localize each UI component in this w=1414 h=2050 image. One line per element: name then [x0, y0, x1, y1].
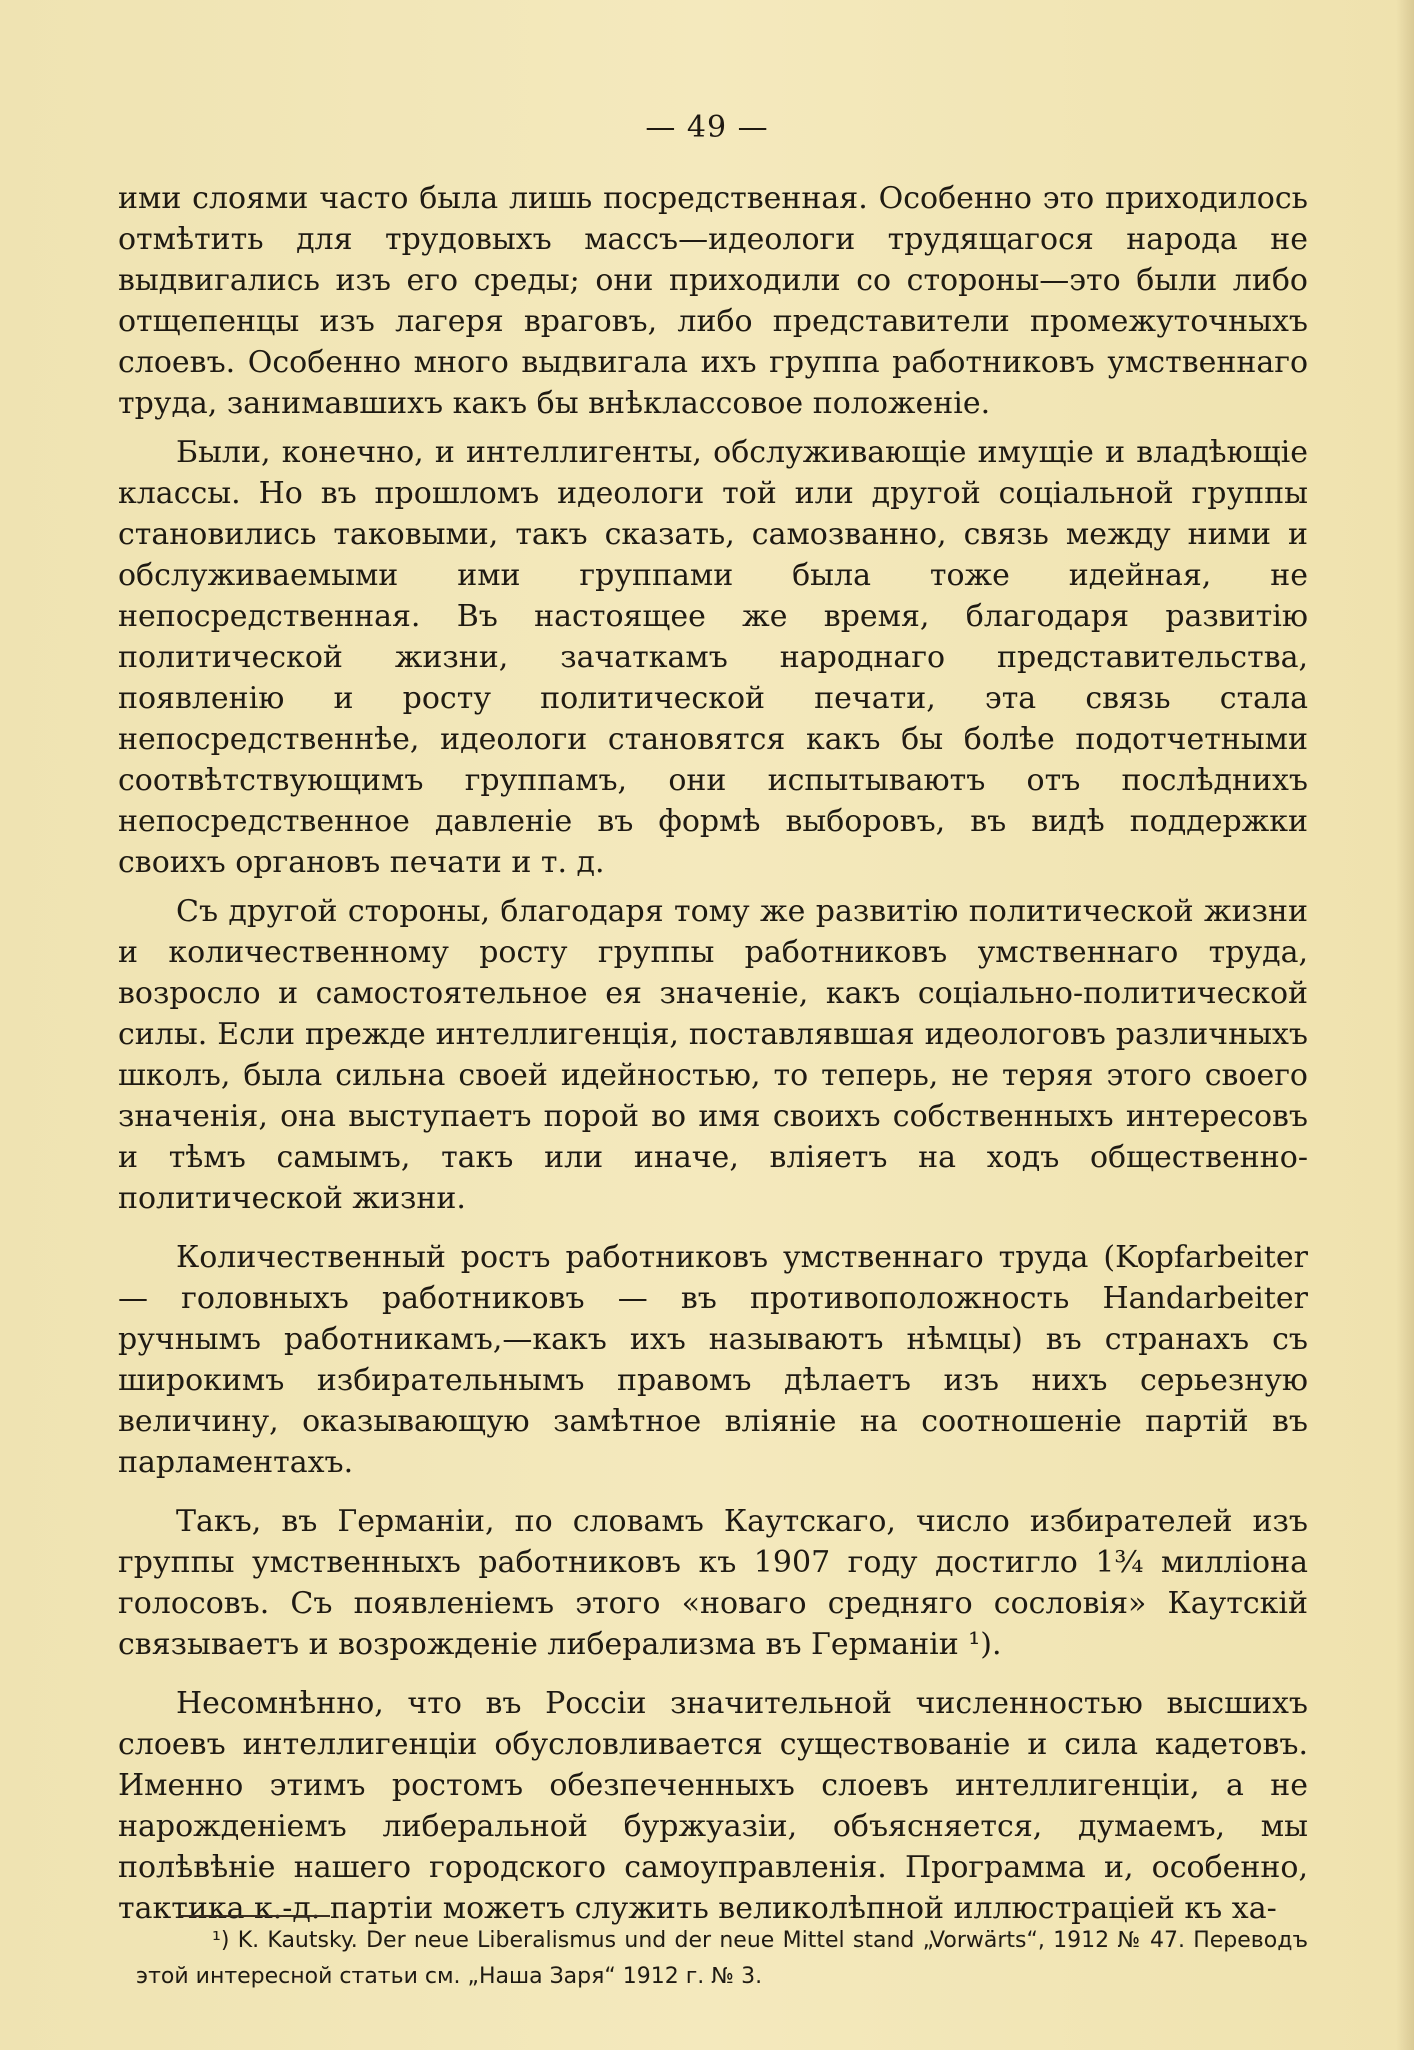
page-number: — 49 — — [645, 110, 769, 145]
page-edge-shadow — [1396, 0, 1414, 2050]
footnote-divider — [180, 1915, 330, 1917]
footnote: ¹) K. Kautsky. Der neue Liberalismus und der neue Mittel stand „Vorwärts“, 1912 № 47. Переводъ этой интересной статьи см. „Наша Заря“ 1912 г. № 3. — [136, 1928, 1308, 1989]
paragraph-6: Несомнѣнно, что въ Россіи значительной численностью высшихъ слоевъ интеллигенціи обусловливается существованіе и сила кадетовъ. Именно этимъ ростомъ обезпеченныхъ слоевъ интеллигенціи, а не нарожденіемъ либеральной буржуазіи, объясняется, думаемъ, мы полѣвѣніе нашего городского самоуправленія. Программа и, особенно, тактика к.-д. партіи можетъ служить великолѣпной иллюстраціей къ ха- — [118, 1686, 1308, 1926]
paragraph-3: Съ другой стороны, благодаря тому же развитію политической жизни и количественному росту группы работниковъ умственнаго труда, возросло и самостоятельное ея значеніе, какъ соціально-политической силы. Если прежде интеллигенція, поставлявшая идеологовъ различныхъ школъ, была сильна своей идейностью, то теперь, не теряя этого своего значенія, она выступаетъ порой во имя своихъ собственныхъ интересовъ и тѣмъ самымъ, такъ или иначе, вліяетъ на ходъ общественно-политической жизни. — [118, 894, 1308, 1216]
paragraph-5: Такъ, въ Германіи, по словамъ Каутскаго, число избирателей изъ группы умственныхъ работниковъ къ 1907 году достигло 1¾ милліона голосовъ. Съ появленіемъ этого «новаго средняго сословія» Каутскій связываетъ и возрожденіе либерализма въ Германіи ¹). — [118, 1504, 1308, 1662]
paragraph-1: ими слоями часто была лишь посредственная. Особенно это приходилось отмѣтить для трудовыхъ массъ—идеологи трудящагося народа не выдвигались изъ его среды; они приходили со стороны—это были либо отщепенцы изъ лагеря враговъ, либо представители промежуточныхъ слоевъ. Особенно много выдвигала ихъ группа работниковъ умственнаго труда, занимавшихъ какъ бы внѣклассовое положеніе. — [118, 181, 1308, 421]
paragraph-4: Количественный ростъ работниковъ умственнаго труда (Kopfarbeiter — головныхъ работниковъ — въ противоположность Handarbeiter ручнымъ работникамъ,—какъ ихъ называютъ нѣмцы) въ странахъ съ широкимъ избирательнымъ правомъ дѣлаетъ изъ нихъ серьезную величину, оказывающую замѣтное вліяніе на соотношеніе партій въ парламентахъ. — [118, 1240, 1308, 1480]
paragraph-2: Были, конечно, и интеллигенты, обслуживающіе имущіе и владѣющіе классы. Но въ прошломъ идеологи той или другой соціальной группы становились таковыми, такъ сказать, самозванно, связь между ними и обслуживаемыми ими группами была тоже идейная, не непосредственная. Въ настоящее же время, благодаря развитію политической жизни, зачаткамъ народнаго представительства, появленію и росту политической печати, эта связь стала непосредственнѣе, идеологи становятся какъ бы болѣе подотчетными соотвѣтствующимъ группамъ, они испытываютъ отъ послѣднихъ непосредственное давленіе въ формѣ выборовъ, въ видѣ поддержки своихъ органовъ печати и т. д. — [118, 435, 1308, 880]
body-text — [118, 178, 1308, 1929]
